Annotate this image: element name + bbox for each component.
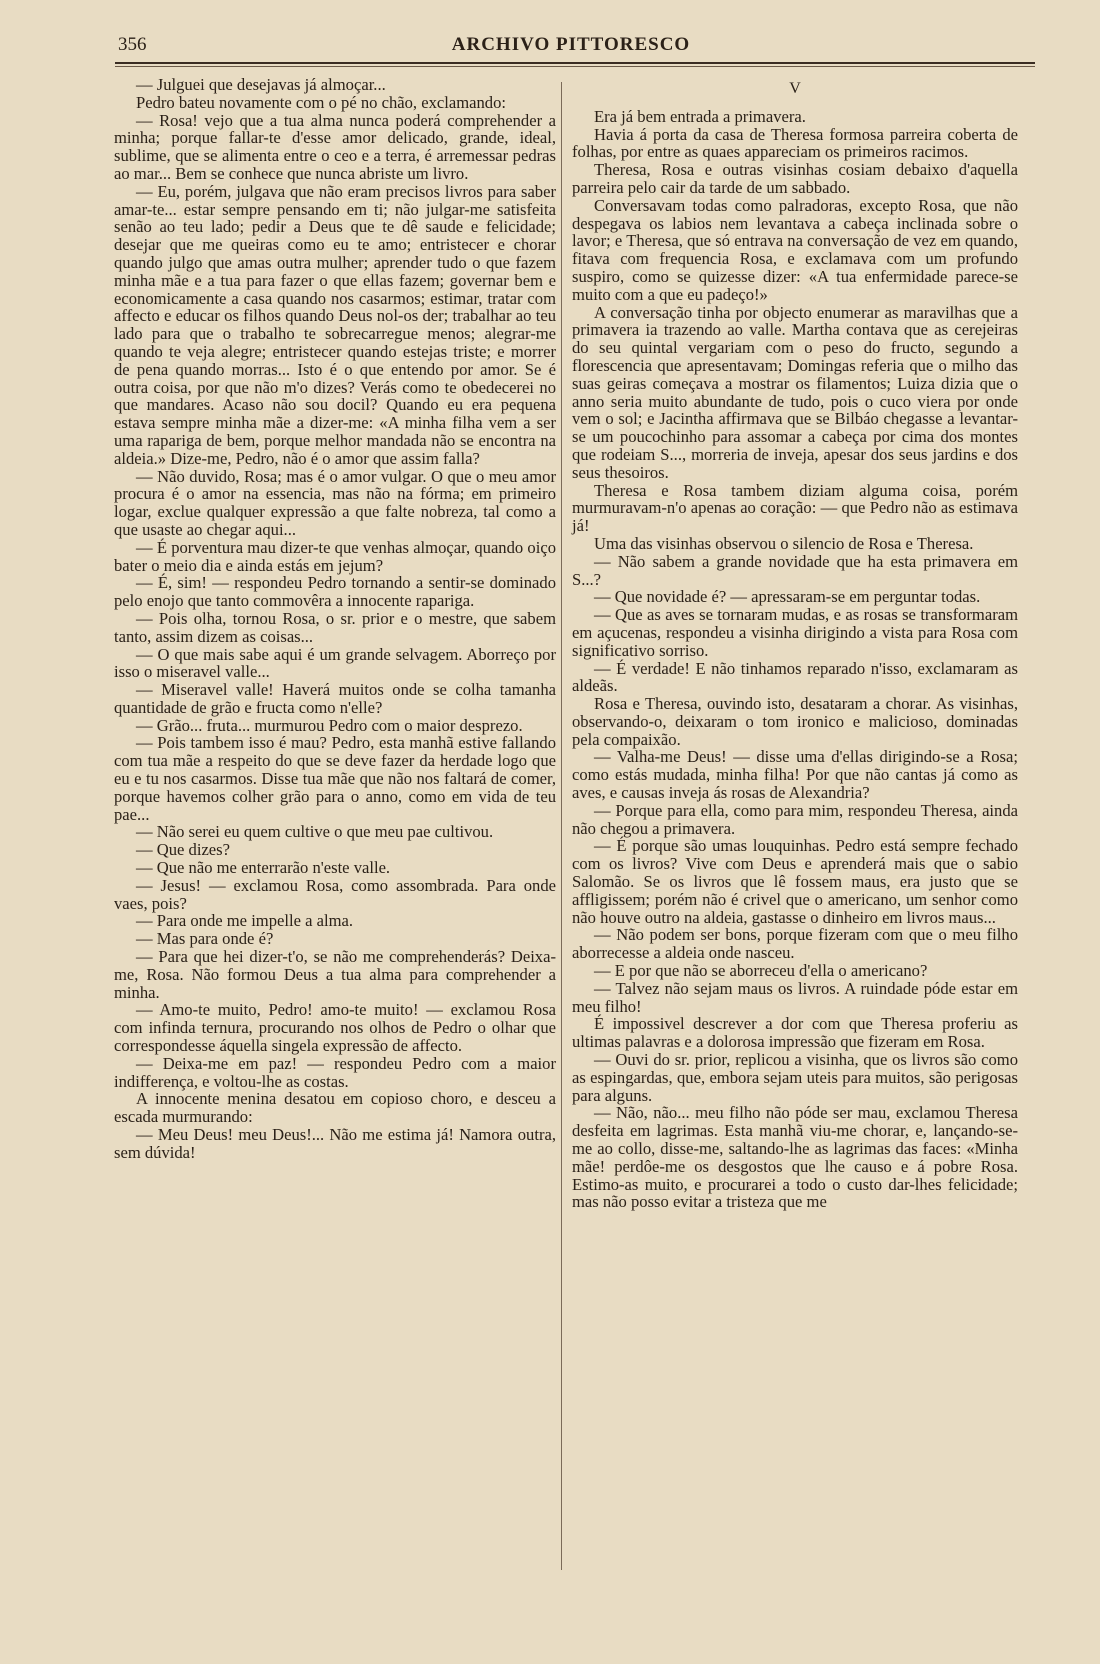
paragraph: — Não podem ser bons, porque fizeram com que o meu filho aborrecesse a aldeia onde nasceu. (572, 925, 1018, 963)
paragraph: A innocente menina desatou em copioso choro, e desceu a escada murmurando: (114, 1089, 556, 1127)
paragraph: Havia á porta da casa de Theresa formosa parreira coberta de folhas, por entre as quaes appareciam os primeiros racimos. (572, 124, 1018, 162)
paragraph: — Que dizes? (136, 840, 230, 860)
paragraph: — Não serei eu quem cultive o que meu pae cultivou. (136, 822, 494, 842)
paragraph: Conversavam todas como palradoras, excepto Rosa, que não despegava os labios nem levantava a cabeça inclinada sobre o lavor; e Theresa, que só entrava na conversação de vez em quando, fitava com frequencia Rosa, e exclamava com um profundo suspiro, como se quizesse dizer: «A tua enfermidade parece-se muito com a que eu padeço!» (572, 195, 1018, 304)
paragraph: — Que novidade é? — apressaram-se em perguntar todas. (594, 587, 981, 607)
paragraph: Era já bem entrada a primavera. (594, 106, 806, 126)
header-rule-thin (115, 66, 1035, 67)
right-column (572, 76, 1018, 1211)
paragraph: — Porque para ella, como para mim, respondeu Theresa, ainda não chegou a primavera. (572, 800, 1018, 838)
paragraph: — É porventura mau dizer-te que venhas almoçar, quando oiço bater o meio dia e ainda estás em jejum? (114, 537, 556, 575)
paragraph: — Para que hei dizer-t'o, se não me comprehenderás? Deixa-me, Rosa. Não formou Deus a tua alma para comprehender a minha. (114, 947, 556, 1002)
paragraph: — É, sim! — respondeu Pedro tornando a sentir-se dominado pelo enojo que tanto commovêra a innocente rapariga. (114, 573, 556, 611)
paragraph: — Meu Deus! meu Deus!... Não me estima já! Namora outra, sem dúvida! (114, 1125, 556, 1162)
paragraph: Theresa, Rosa e outras visinhas cosiam debaixo d'aquella parreira pelo cair da tarde de um sabbado. (572, 160, 1018, 197)
paragraph: — E por que não se aborreceu d'ella o americano? (594, 961, 928, 981)
paragraph: Uma das visinhas observou o silencio de Rosa e Theresa. (594, 533, 974, 553)
paragraph: — Eu, porém, julgava que não eram precisos livros para saber amar-te... estar sempre pensando em ti; não julgar-me satisfeita senão ao teu lado; pedir a Deus que te dê saude e felicidade; desejar que me queiras como eu te amo; entristecer e chorar quando julgo que amas outra mulher; aprender tudo o que fazem minha mãe e a tua para fazer o que ellas fazem; governar bem e economicamente a casa quando nos casarmos; estimar, tratar com affecto e educar os filhos quando Deus nol-os der; trabalhar ao teu lado para que o trabalho te sobrecarregue menos; alegrar-me quando te veja alegre; entristecer quando estejas triste; e morrer de pena quando morras... Isto é o que entendo por amor. Se é outra coisa, por que não m'o dizes? Verás como te obedecerei no que mandares. Acaso não sou docil? Quando eu era pequena estava sempre minha mãe a dizer-me: «A minha filha vem a ser uma rapariga de bem, porque melhor mandada não se encontra na aldeia.» Dize-me, Pedro, não é o amor que assim falla? (114, 181, 556, 468)
paragraph: — Pois olha, tornou Rosa, o sr. prior e o mestre, que sabem tanto, assim dizem as coisas... (114, 608, 556, 646)
header-rule (115, 62, 1035, 64)
paragraph: — Talvez não sejam maus os livros. A ruindade póde estar em meu filho! (572, 978, 1018, 1016)
paragraph: Theresa e Rosa tambem diziam alguma coisa, porém murmuravam-n'o apenas ao coração: — que Pedro não as estimava já! (572, 480, 1018, 536)
paragraph: Rosa e Theresa, ouvindo isto, desataram a chorar. As visinhas, observando-o, deixaram o tom ironico e malicioso, dominadas pela compaixão. (572, 694, 1018, 749)
paragraph: A conversação tinha por objecto enumerar as maravilhas que a primavera ia trazendo ao valle. Martha contava que as cerejeiras do seu quintal vergariam com o peso do fructo, segundo a florescencia que apresentavam; Domingas referia que o milho das suas geiras começava a mostrar os filamentos; Luiza dizia que o anno seria muito abundante de tudo, pois o cuco viera por onde vem o sol; e Jacintha affirmava que se Bilbáo chegasse a levantar-se um poucochinho para assomar a cabeça por cima dos montes que rodeiam S..., morreria de inveja, apesar dos seus jardins e dos seus thesoiros. (572, 302, 1018, 482)
paragraph: — Julguei que desejavas já almoçar... (136, 75, 386, 94)
paragraph: — Ouvi do sr. prior, replicou a visinha, que os livros são como as espingardas, que, embora sejam uteis para muitos, são perigosas para alguns. (572, 1050, 1018, 1105)
page-number: 356 (118, 34, 147, 55)
page-header (118, 34, 1024, 64)
paragraph: — O que mais sabe aqui é um grande selvagem. Aborreço por isso o miseravel valle... (114, 644, 556, 682)
paragraph: — Não duvido, Rosa; mas é o amor vulgar. O que o meu amor procura é o amor na essencia, mas não na fórma; em primeiro logar, exclue qualquer expressão a que falte nobreza, tal como a que usaste ao chegar aqui... (114, 466, 556, 539)
paragraph: — Amo-te muito, Pedro! amo-te muito! — exclamou Rosa com infinda ternura, procurando nos olhos de Pedro o olhar que correspondesse áquella singela expressão de affecto. (114, 1000, 556, 1056)
paragraph: — Não sabem a grande novidade que ha esta primavera em S...? (572, 551, 1018, 589)
paragraph: — Mas para onde é? (136, 929, 274, 949)
paragraph: — Jesus! — exclamou Rosa, como assombrada. Para onde vaes, pois? (114, 875, 556, 913)
paragraph: — Para onde me impelle a alma. (136, 911, 354, 931)
paragraph: — Miseravel valle! Haverá muitos onde se colha tamanha quantidade de grão e fructa como n'elle? (114, 680, 556, 717)
paragraph: — Que as aves se tornaram mudas, e as rosas se transformaram em açucenas, respondeu a visinha dirigindo a vista para Rosa com significativo sorriso. (572, 605, 1018, 660)
paragraph: — Não, não... meu filho não póde ser mau, exclamou Theresa desfeita em lagrimas. Esta manhã viu-me chorar, e, lançando-se-me ao collo, disse-me, saltando-lhe as lagrimas das faces: «Minha mãe! perdôe-me os desgostos que lhe causo e á pobre Rosa. Estimo-as muito, e procurarei a todo o custo dar-lhes felicidade; mas não posso evitar a tristeza que me (572, 1103, 1018, 1212)
paragraph: — Que não me enterrarão n'este valle. (136, 858, 391, 878)
left-column (114, 76, 556, 1162)
paragraph: — Valha-me Deus! — disse uma d'ellas dirigindo-se a Rosa; como estás mudada, minha filha! Por que não cantas já como as aves, e causas inveja ás rosas de Alexandria? (572, 747, 1018, 803)
paragraph: — É verdade! E não tinhamos reparado n'isso, exclamaram as aldeãs. (572, 658, 1018, 696)
paragraph: É impossivel descrever a dor com que Theresa proferiu as ultimas palavras e a dolorosa impressão que fizeram em Rosa. (572, 1014, 1018, 1052)
section-heading: V (789, 80, 801, 97)
paragraph: — Pois tambem isso é mau? Pedro, esta manhã estive fallando com tua mãe a respeito do que se deve fazer da herdade logo que eu e tu nos casarmos. Disse tua mãe que não nos faltará de comer, porque havemos colher grão para o anno, como em vida de teu pae... (114, 733, 556, 824)
paragraph: Pedro bateu novamente com o pé no chão, exclamando: (136, 92, 507, 112)
paragraph: — É porque são umas louquinhas. Pedro está sempre fechado com os livros? Vive com Deus e aprenderá mais que o sabio Salomão. Se os livros que lê fossem maus, era justo que se affligissem; porém não é crivel que o americano, um senhor como não houve outro na aldeia, gastasse o dinheiro em livros maus... (572, 836, 1018, 927)
paragraph: — Deixa-me em paz! — respondeu Pedro com a maior indifferença, e voltou-lhe as costas. (114, 1053, 556, 1091)
running-title: ARCHIVO PITTORESCO (451, 34, 691, 55)
column-divider (561, 82, 562, 1570)
paragraph: — Grão... fruta... murmurou Pedro com o maior desprezo. (136, 715, 523, 735)
paragraph: — Rosa! vejo que a tua alma nunca poderá comprehender a minha; porque fallar-te d'esse amor delicado, grande, ideal, sublime, que se alimenta entre o ceo e a terra, é arremessar pedras ao mar... Bem se conhece que nunca abriste um livro. (114, 110, 556, 183)
